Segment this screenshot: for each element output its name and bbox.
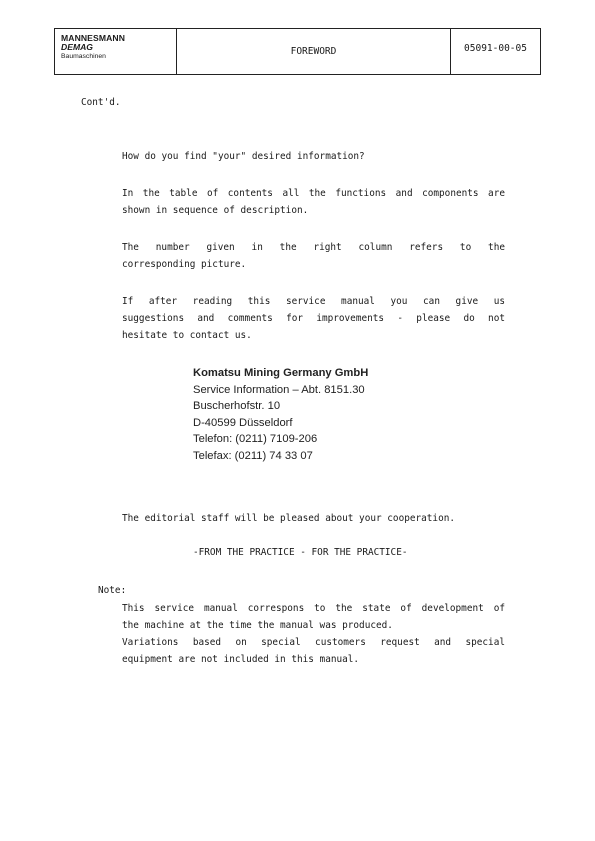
document-code: 05091-00-05 [464,43,527,54]
contact-address [193,365,368,464]
continued-label: Cont'd. [81,97,121,108]
editorial-note: The editorial staff will be pleased about your cooperation. [122,513,456,524]
note-line: equipment are not included in this manual. [122,654,360,665]
note-line: This service manual correspons to the state of development of [122,603,505,614]
company-name: Komatsu Mining Germany GmbH [193,367,369,379]
note-line: Variations based on special customers request and special [122,637,505,648]
phone-number: Telefon: (0211) 7109-206 [193,433,318,445]
logo-baumaschinen: Baumaschinen [61,53,106,60]
paragraph-line: corresponding picture. [122,259,247,270]
fax-number: Telefax: (0211) 74 33 07 [193,449,313,462]
question-heading: How do you find "your" desired information? [122,151,365,162]
department: Service Information – Abt. 8151.30 [193,383,365,396]
paragraph-line: suggestions and comments for improvements - please do not [122,313,505,324]
paragraph-suggestions [122,293,505,344]
document-header [54,28,541,75]
note-line: the machine at the time the manual was produced. [122,620,393,631]
logo-mannesmann: MANNESMANN [61,33,126,43]
paragraph-line: hesitate to contact us. [122,330,252,341]
paragraph-line: The number given in the right column refers to the [122,242,505,253]
paragraph-line: shown in sequence of description. [122,205,309,216]
paragraph-table-of-contents [122,185,505,219]
paragraph-line: In the table of contents all the functions and components are [122,188,505,199]
motto: -FROM THE PRACTICE - FOR THE PRACTICE- [193,547,408,558]
header-title: FOREWORD [177,29,451,74]
note-label: Note: [98,585,127,596]
paragraph-line: If after reading this service manual you can give us [122,296,505,307]
city: D-40599 Düsseldorf [193,416,293,429]
company-logo [55,29,177,74]
note-text [122,600,505,668]
street: Buscherhofstr. 10 [193,400,281,412]
paragraph-right-column [122,239,505,273]
logo-demag: DEMAG [61,42,93,52]
